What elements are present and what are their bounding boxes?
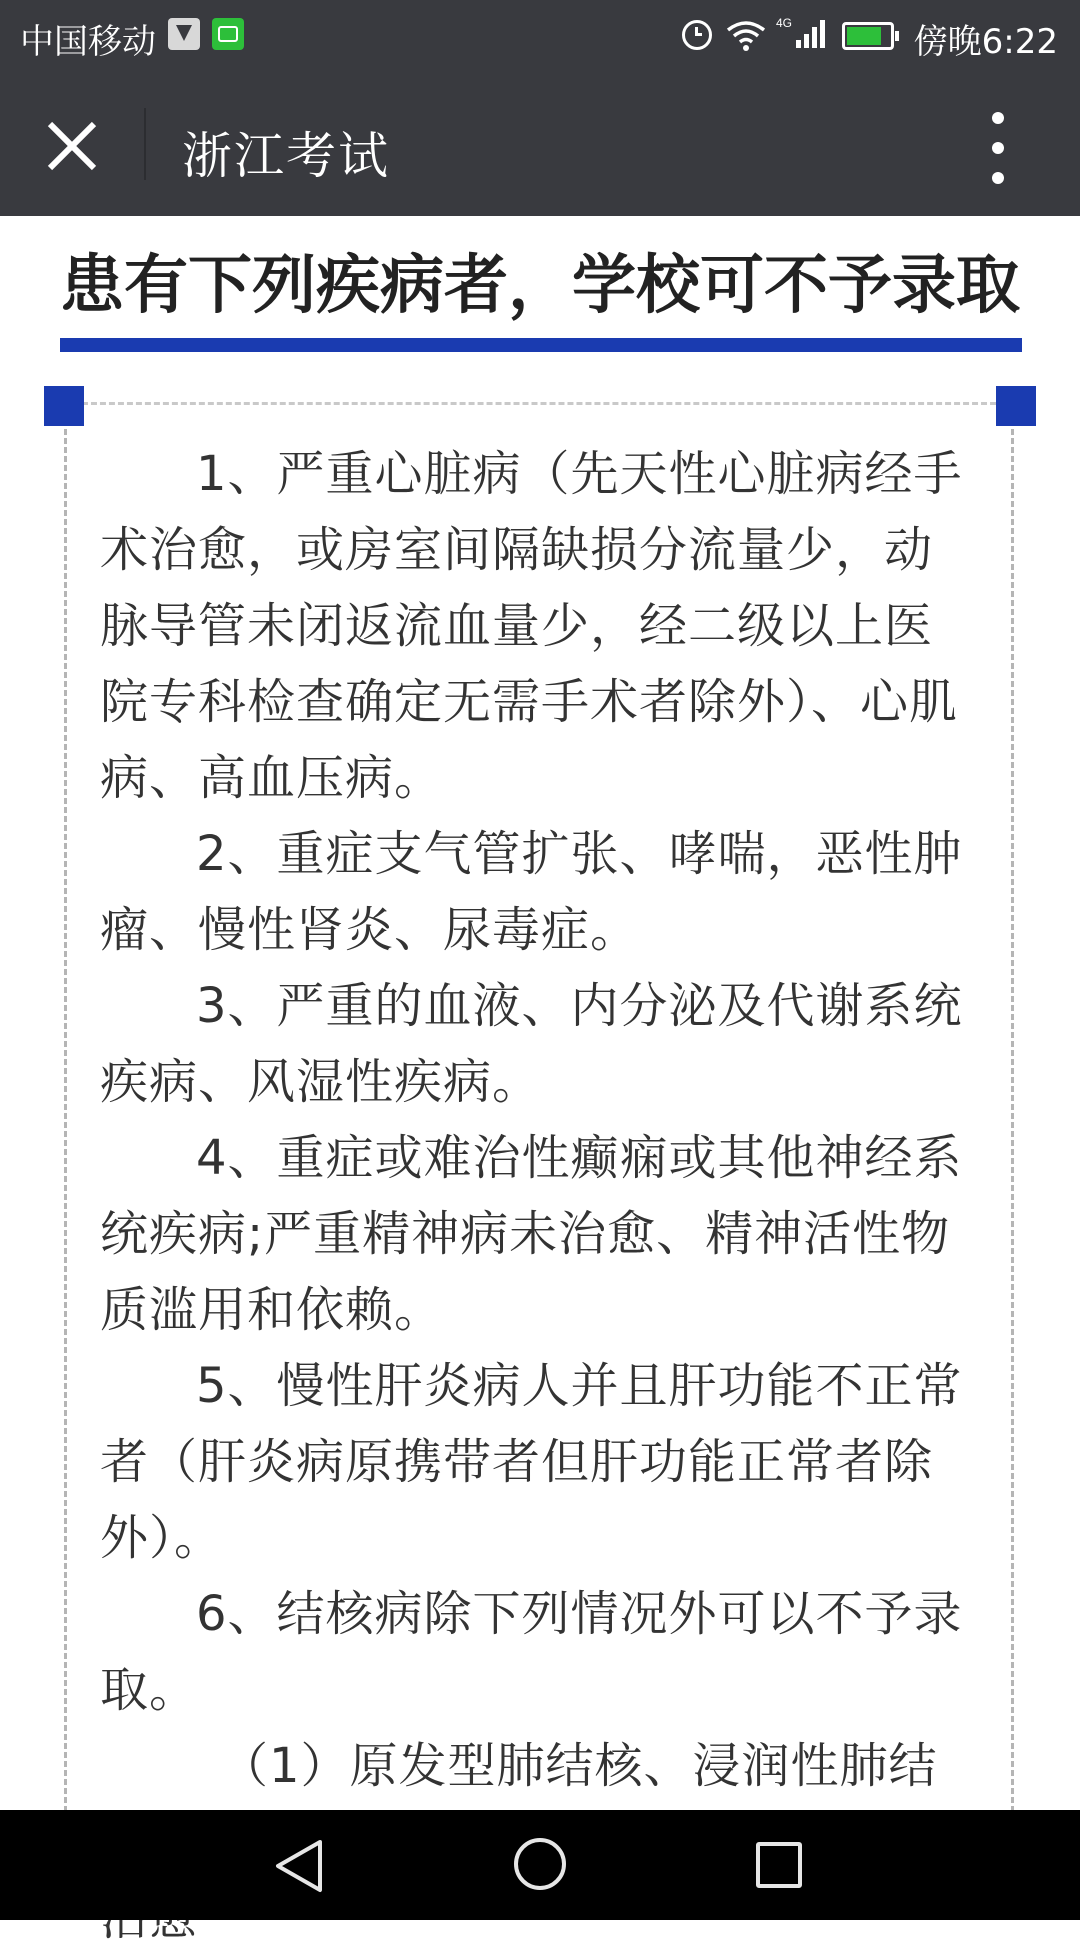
paragraph-5: 5、慢性肝炎病人并且肝功能不正常者（肝炎病原携带者但肝功能正常者除外）。 — [100, 1358, 963, 1566]
paragraph-6: 6、结核病除下列情况外可以不予录取。 — [100, 1586, 963, 1718]
paragraph-1: 1、严重心脏病（先天性心脏病经手术治愈，或房室间隔缺损分流量少，动脉导管未闭返流血量少，经二级以上医院专科检查确定无需手术者除外）、心肌病、高血压病。 — [100, 446, 963, 806]
back-triangle-icon[interactable] — [270, 1838, 330, 1894]
signal-icon — [776, 16, 828, 50]
title-bar — [0, 72, 1080, 216]
status-bar — [0, 0, 1080, 72]
paragraph-6-1: （1）原发型肺结核、浸润性肺结 — [220, 1738, 938, 1794]
corner-decoration-right — [996, 386, 1036, 426]
notification-app-icon — [168, 18, 200, 50]
home-circle-icon[interactable] — [514, 1838, 566, 1890]
close-icon[interactable] — [40, 114, 104, 178]
battery-icon — [842, 22, 894, 50]
paragraph-3: 3、严重的血液、内分泌及代谢系统疾病、风湿性疾病。 — [100, 978, 963, 1110]
iqiyi-icon — [212, 18, 244, 50]
corner-decoration-left — [44, 386, 84, 426]
article-body — [100, 436, 980, 1956]
article-heading: 患有下列疾病者，学校可不予录取 — [60, 249, 1020, 323]
carrier-name: 中国移动 — [20, 22, 156, 62]
heading-rule — [60, 338, 1022, 352]
network-type-label: 4G — [776, 16, 793, 30]
more-vertical-icon[interactable] — [980, 112, 1016, 184]
alarm-icon — [682, 20, 712, 50]
navigation-bar — [0, 1810, 1080, 1920]
article-content[interactable] — [0, 216, 1080, 1810]
page-title: 浙江考试 — [182, 127, 390, 185]
recents-square-icon[interactable] — [756, 1842, 802, 1888]
wifi-icon — [726, 20, 766, 52]
title-divider — [144, 108, 146, 180]
paragraph-4: 4、重症或难治性癫痫或其他神经系统疾病;严重精神病未治愈、精神活性物质滥用和依赖。 — [100, 1130, 963, 1338]
status-time: 傍晚6:22 — [913, 22, 1058, 62]
paragraph-2: 2、重症支气管扩张、哮喘，恶性肿瘤、慢性肾炎、尿毒症。 — [100, 826, 963, 958]
